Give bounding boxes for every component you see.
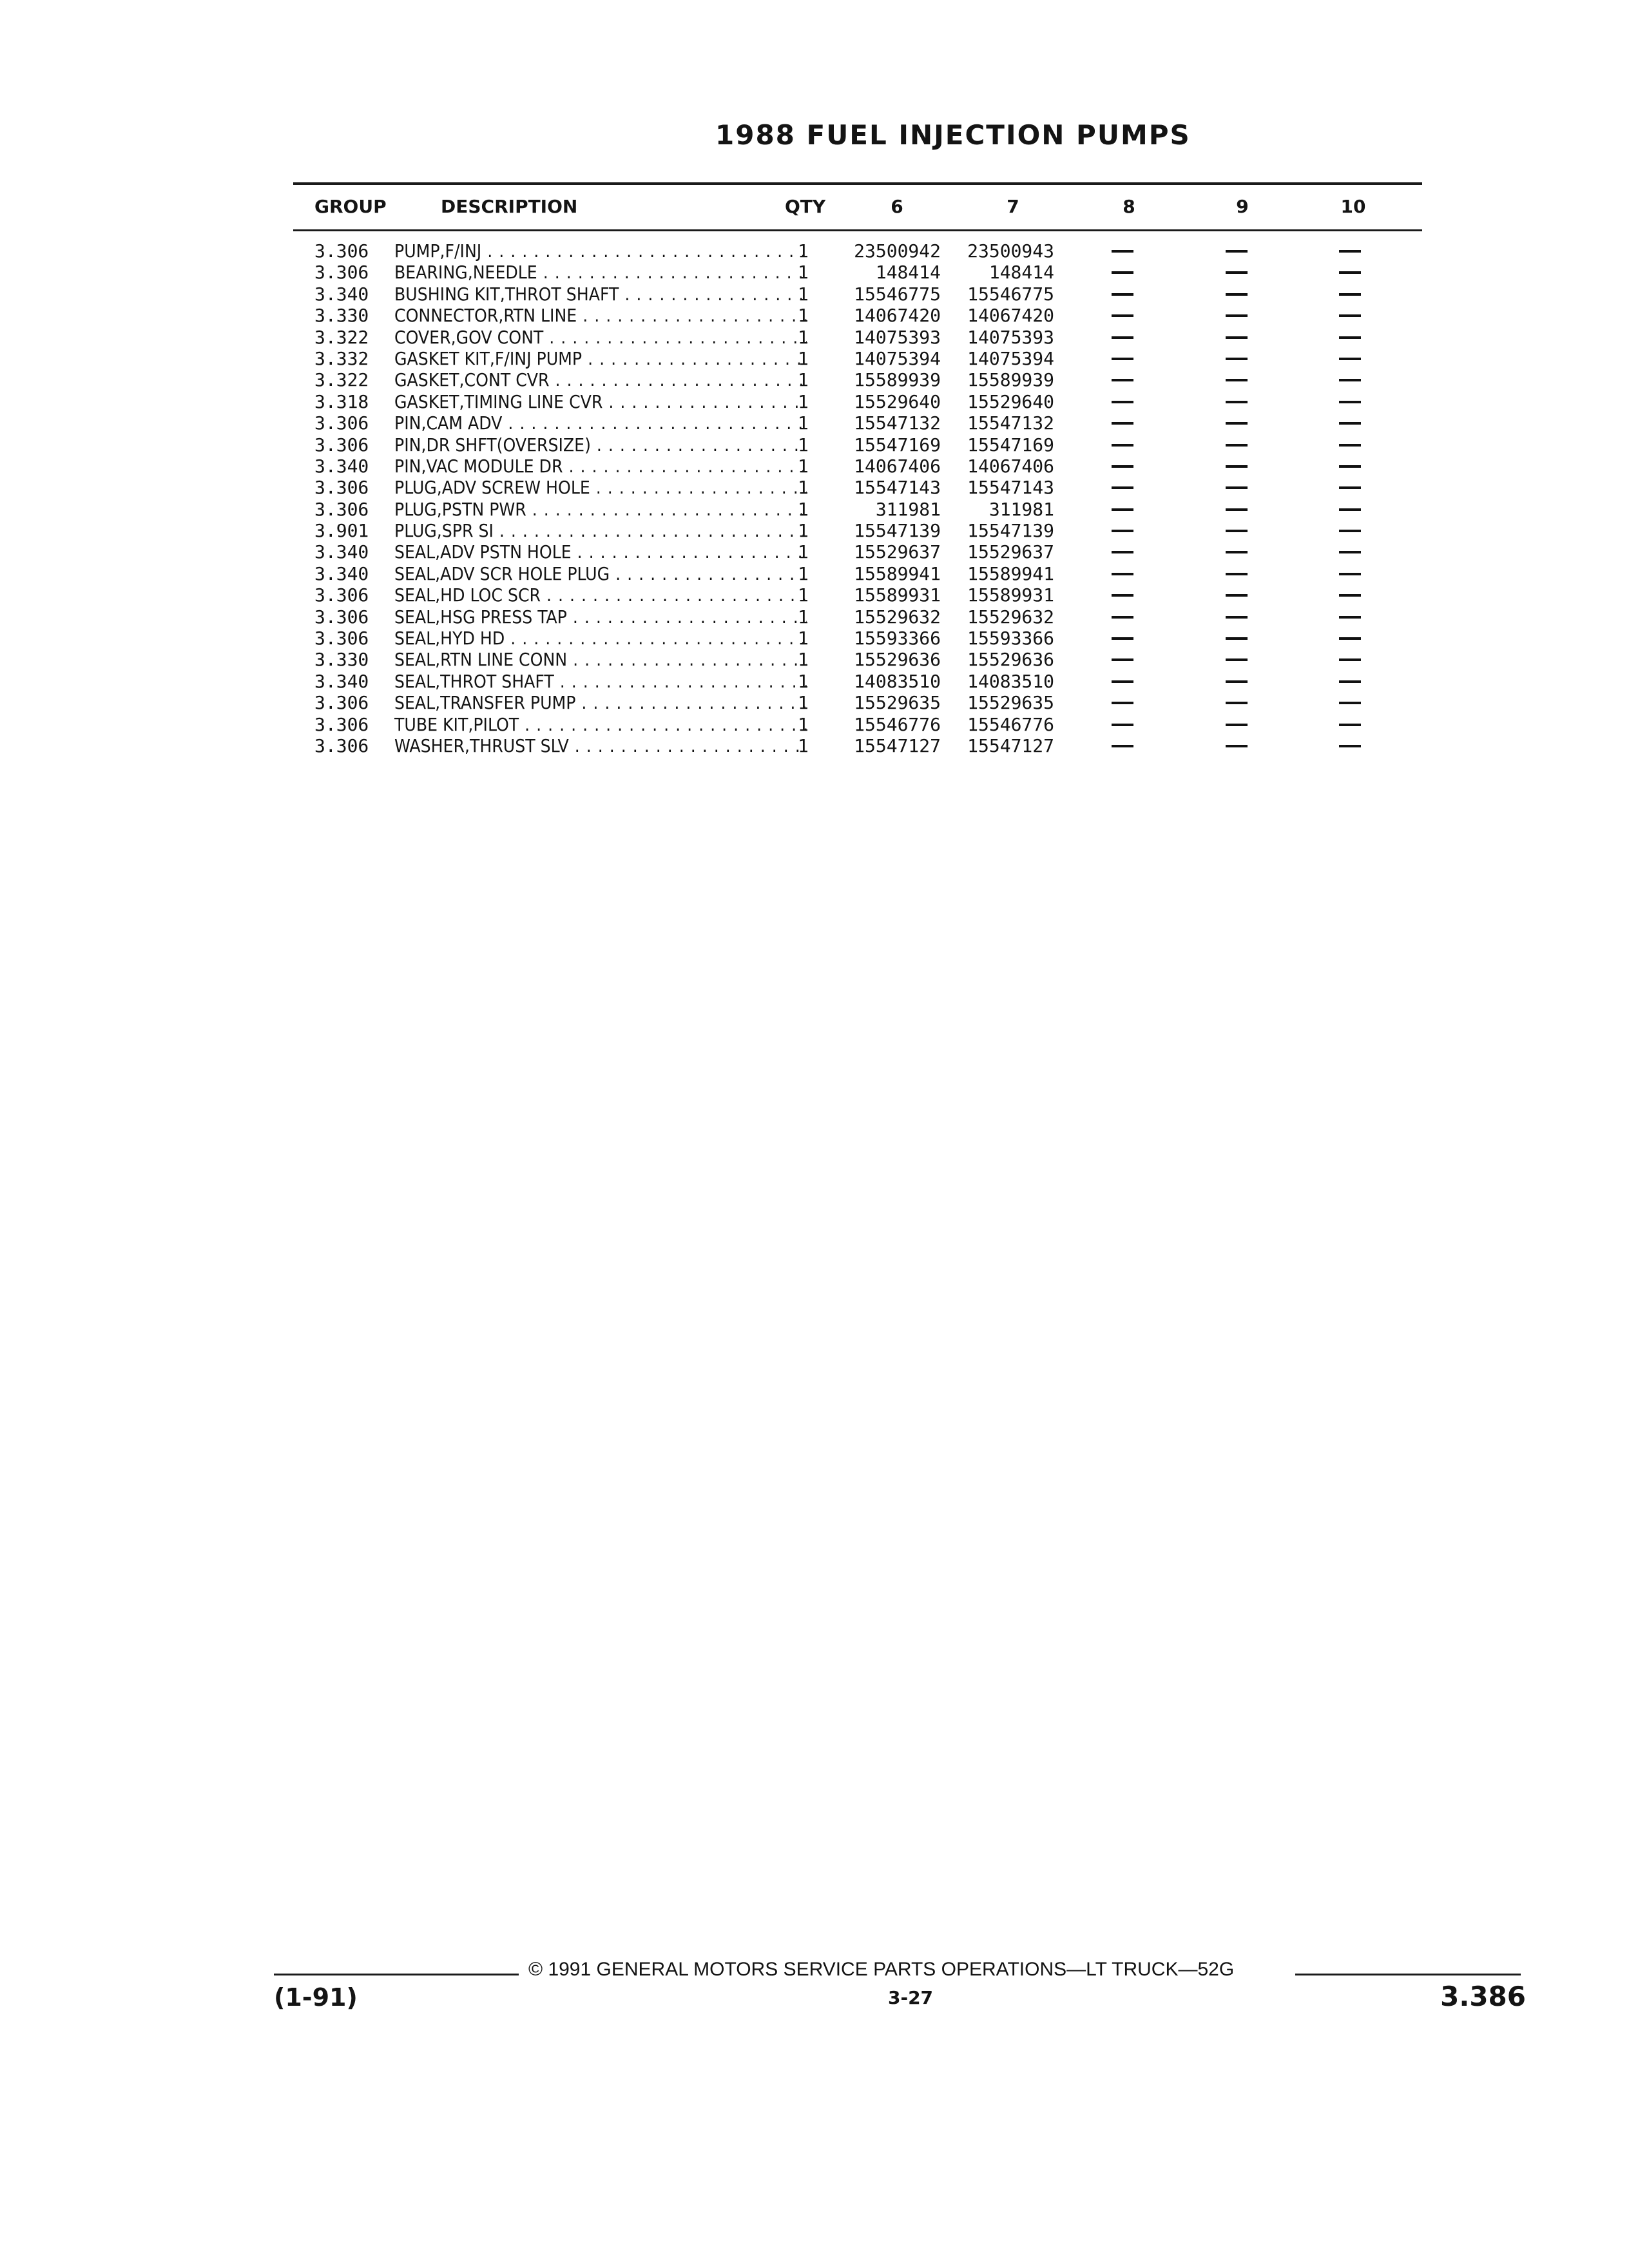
no-part-dash-col-10 [1339, 336, 1361, 339]
table-row [0, 671, 1629, 692]
no-part-dash-col-10 [1339, 637, 1361, 640]
group-cell: 3.306 [314, 735, 369, 756]
part-number-col-6: 15546775 [854, 283, 941, 305]
qty-cell: 1 [798, 713, 809, 735]
no-part-dash-col-9 [1226, 379, 1248, 381]
group-cell: 3.318 [314, 390, 369, 412]
part-number-col-7: 23500943 [967, 240, 1054, 262]
qty-cell: 1 [798, 305, 809, 327]
no-part-dash-col-10 [1339, 422, 1361, 425]
parts-table [0, 240, 1629, 756]
part-number-col-6: 15529632 [854, 606, 941, 628]
part-number-col-7: 15589941 [967, 562, 1054, 584]
group-cell: 3.306 [314, 628, 369, 649]
no-part-dash-col-10 [1339, 745, 1361, 747]
part-number-col-7: 148414 [988, 262, 1054, 284]
description-cell: SEAL,HSG PRESS TAP . . . [394, 606, 807, 628]
no-part-dash-col-9 [1226, 702, 1248, 704]
part-number-col-6: 15547169 [854, 434, 941, 456]
group-cell: 3.340 [314, 541, 369, 563]
qty-cell: 1 [798, 541, 809, 563]
description-cell: PUMP,F/INJ . . . [394, 240, 807, 262]
no-part-dash-col-9 [1226, 745, 1248, 747]
no-part-dash-col-8 [1112, 271, 1133, 274]
no-part-dash-col-9 [1226, 465, 1248, 468]
description-cell: BUSHING KIT,THROT SHAFT . . . [394, 284, 807, 305]
part-number-col-6: 15589931 [854, 584, 941, 606]
qty-cell: 1 [798, 649, 809, 671]
group-cell: 3.340 [314, 670, 369, 692]
no-part-dash-col-8 [1112, 594, 1133, 597]
no-part-dash-col-9 [1226, 594, 1248, 597]
no-part-dash-col-10 [1339, 379, 1361, 381]
table-row [0, 735, 1629, 756]
part-number-col-6: 15529640 [854, 390, 941, 412]
description-cell: GASKET,TIMING LINE CVR . . . [394, 391, 807, 412]
part-number-col-6: 15589941 [854, 562, 941, 584]
group-cell: 3.306 [314, 434, 369, 456]
part-number-col-6: 148414 [875, 262, 941, 284]
qty-cell: 1 [798, 262, 809, 284]
description-cell: SEAL,TRANSFER PUMP . . . [394, 692, 807, 713]
qty-cell: 1 [798, 692, 809, 714]
part-number-col-7: 14067420 [967, 305, 1054, 327]
table-row [0, 692, 1629, 713]
part-number-col-6: 15547127 [854, 735, 941, 756]
part-number-col-7: 15547132 [967, 412, 1054, 434]
no-part-dash-col-10 [1339, 508, 1361, 511]
description-cell: SEAL,HD LOC SCR . . . [394, 584, 807, 606]
no-part-dash-col-8 [1112, 486, 1133, 489]
table-row [0, 434, 1629, 456]
description-cell: COVER,GOV CONT . . . [394, 327, 807, 348]
qty-cell: 1 [798, 562, 809, 584]
no-part-dash-col-9 [1226, 680, 1248, 683]
table-row [0, 520, 1629, 541]
no-part-dash-col-9 [1226, 271, 1248, 274]
group-cell: 3.340 [314, 562, 369, 584]
description-cell: BEARING,NEEDLE . . . [394, 262, 807, 283]
table-row [0, 284, 1629, 305]
qty-cell: 1 [798, 283, 809, 305]
part-number-col-7: 15547143 [967, 477, 1054, 499]
no-part-dash-col-10 [1339, 444, 1361, 447]
no-part-dash-col-8 [1112, 573, 1133, 575]
no-part-dash-col-10 [1339, 358, 1361, 360]
no-part-dash-col-10 [1339, 293, 1361, 296]
no-part-dash-col-10 [1339, 573, 1361, 575]
description-cell: SEAL,RTN LINE CONN . . . [394, 649, 807, 670]
table-row [0, 477, 1629, 498]
part-number-col-6: 14067406 [854, 455, 941, 477]
no-part-dash-col-10 [1339, 702, 1361, 704]
group-cell: 3.306 [314, 477, 369, 499]
table-row [0, 628, 1629, 649]
group-cell: 3.306 [314, 713, 369, 735]
part-number-col-6: 15547143 [854, 477, 941, 499]
no-part-dash-col-9 [1226, 314, 1248, 317]
part-number-col-6: 15589939 [854, 369, 941, 391]
group-cell: 3.306 [314, 584, 369, 606]
table-row [0, 499, 1629, 520]
description-cell: PLUG,SPR SI . . . [394, 520, 807, 541]
part-number-col-7: 15529637 [967, 541, 1054, 563]
header-col-8: 8 [1123, 196, 1135, 217]
no-part-dash-col-10 [1339, 465, 1361, 468]
no-part-dash-col-8 [1112, 358, 1133, 360]
no-part-dash-col-9 [1226, 616, 1248, 619]
table-row [0, 563, 1629, 584]
group-cell: 3.306 [314, 498, 369, 520]
no-part-dash-col-8 [1112, 422, 1133, 425]
page-title: 1988 FUEL INJECTION PUMPS [715, 119, 1191, 151]
part-number-col-6: 15529636 [854, 649, 941, 671]
part-number-col-6: 15529635 [854, 692, 941, 714]
table-row [0, 584, 1629, 606]
description-cell: SEAL,HYD HD . . . [394, 628, 807, 649]
no-part-dash-col-10 [1339, 680, 1361, 683]
part-number-col-7: 14075393 [967, 326, 1054, 348]
no-part-dash-col-9 [1226, 422, 1248, 425]
no-part-dash-col-9 [1226, 486, 1248, 489]
table-row [0, 714, 1629, 735]
no-part-dash-col-10 [1339, 530, 1361, 532]
part-number-col-7: 15529635 [967, 692, 1054, 714]
footer-rule-right [1295, 1974, 1521, 1975]
qty-cell: 1 [798, 347, 809, 369]
group-cell: 3.322 [314, 326, 369, 348]
no-part-dash-col-10 [1339, 401, 1361, 403]
no-part-dash-col-8 [1112, 293, 1133, 296]
group-cell: 3.322 [314, 369, 369, 391]
part-number-col-7: 15547169 [967, 434, 1054, 456]
no-part-dash-col-8 [1112, 724, 1133, 726]
description-cell: CONNECTOR,RTN LINE . . . [394, 305, 807, 326]
no-part-dash-col-9 [1226, 637, 1248, 640]
part-number-col-7: 15529636 [967, 649, 1054, 671]
table-row [0, 541, 1629, 562]
part-number-col-6: 14075393 [854, 326, 941, 348]
qty-cell: 1 [798, 455, 809, 477]
table-row [0, 456, 1629, 477]
part-number-col-7: 15593366 [967, 628, 1054, 649]
no-part-dash-col-8 [1112, 530, 1133, 532]
no-part-dash-col-8 [1112, 702, 1133, 704]
part-number-col-6: 14075394 [854, 347, 941, 369]
table-row [0, 262, 1629, 283]
no-part-dash-col-9 [1226, 358, 1248, 360]
no-part-dash-col-9 [1226, 336, 1248, 339]
no-part-dash-col-10 [1339, 658, 1361, 661]
qty-cell: 1 [798, 412, 809, 434]
part-number-col-6: 23500942 [854, 240, 941, 262]
no-part-dash-col-8 [1112, 745, 1133, 747]
footer-page-number: 3-27 [887, 1987, 934, 2008]
no-part-dash-col-9 [1226, 508, 1248, 511]
qty-cell: 1 [798, 628, 809, 649]
group-cell: 3.332 [314, 347, 369, 369]
table-row [0, 348, 1629, 369]
qty-cell: 1 [798, 390, 809, 412]
part-number-col-6: 14067420 [854, 305, 941, 327]
qty-cell: 1 [798, 498, 809, 520]
no-part-dash-col-8 [1112, 465, 1133, 468]
no-part-dash-col-10 [1339, 724, 1361, 726]
no-part-dash-col-8 [1112, 637, 1133, 640]
description-cell: SEAL,ADV SCR HOLE PLUG . . . [394, 563, 807, 584]
group-cell: 3.306 [314, 262, 369, 284]
header-description: DESCRIPTION [441, 196, 578, 217]
group-cell: 3.306 [314, 606, 369, 628]
no-part-dash-col-9 [1226, 658, 1248, 661]
part-number-col-7: 15589931 [967, 584, 1054, 606]
part-number-col-7: 15529640 [967, 390, 1054, 412]
table-row [0, 391, 1629, 412]
group-cell: 3.330 [314, 305, 369, 327]
no-part-dash-col-8 [1112, 680, 1133, 683]
qty-cell: 1 [798, 477, 809, 499]
table-row [0, 240, 1629, 262]
description-cell: PIN,VAC MODULE DR . . . [394, 456, 807, 477]
qty-cell: 1 [798, 606, 809, 628]
footer-section-number: 3.386 [1440, 1981, 1526, 2012]
part-number-col-7: 14075394 [967, 347, 1054, 369]
table-row [0, 327, 1629, 348]
no-part-dash-col-9 [1226, 250, 1248, 253]
part-number-col-6: 15529637 [854, 541, 941, 563]
part-number-col-6: 15547132 [854, 412, 941, 434]
qty-cell: 1 [798, 670, 809, 692]
footer-date-code: (1-91) [274, 1983, 358, 2012]
group-cell: 3.330 [314, 649, 369, 671]
no-part-dash-col-9 [1226, 530, 1248, 532]
part-number-col-7: 15547139 [967, 520, 1054, 542]
no-part-dash-col-9 [1226, 724, 1248, 726]
no-part-dash-col-9 [1226, 293, 1248, 296]
table-row [0, 305, 1629, 326]
no-part-dash-col-8 [1112, 250, 1133, 253]
no-part-dash-col-9 [1226, 573, 1248, 575]
no-part-dash-col-10 [1339, 616, 1361, 619]
description-cell: TUBE KIT,PILOT . . . [394, 714, 807, 735]
header-bottom-rule [293, 229, 1422, 231]
part-number-col-7: 15546775 [967, 283, 1054, 305]
header-col-7: 7 [1007, 196, 1019, 217]
qty-cell: 1 [798, 240, 809, 262]
table-row [0, 412, 1629, 434]
part-number-col-7: 15547127 [967, 735, 1054, 756]
footer-copyright: © 1991 GENERAL MOTORS SERVICE PARTS OPERATIONS—LT TRUCK—52G [528, 1959, 1235, 1980]
description-cell: PIN,CAM ADV . . . [394, 412, 807, 434]
header-col-10: 10 [1340, 196, 1366, 217]
part-number-col-6: 15593366 [854, 628, 941, 649]
description-cell: PLUG,PSTN PWR . . . [394, 499, 807, 520]
description-cell: GASKET,CONT CVR . . . [394, 369, 807, 390]
header-top-rule [293, 182, 1422, 185]
group-cell: 3.306 [314, 412, 369, 434]
no-part-dash-col-10 [1339, 486, 1361, 489]
no-part-dash-col-8 [1112, 658, 1133, 661]
no-part-dash-col-8 [1112, 379, 1133, 381]
no-part-dash-col-8 [1112, 508, 1133, 511]
no-part-dash-col-8 [1112, 314, 1133, 317]
no-part-dash-col-10 [1339, 271, 1361, 274]
no-part-dash-col-10 [1339, 250, 1361, 253]
group-cell: 3.340 [314, 455, 369, 477]
no-part-dash-col-9 [1226, 444, 1248, 447]
header-group: GROUP [314, 196, 387, 217]
qty-cell: 1 [798, 520, 809, 542]
qty-cell: 1 [798, 326, 809, 348]
qty-cell: 1 [798, 735, 809, 756]
no-part-dash-col-9 [1226, 551, 1248, 553]
header-col-6: 6 [891, 196, 903, 217]
no-part-dash-col-8 [1112, 444, 1133, 447]
no-part-dash-col-10 [1339, 551, 1361, 553]
header-qty: QTY [785, 196, 826, 217]
part-number-col-7: 15546776 [967, 713, 1054, 735]
description-cell: PLUG,ADV SCREW HOLE . . . [394, 477, 807, 498]
group-cell: 3.306 [314, 240, 369, 262]
no-part-dash-col-8 [1112, 616, 1133, 619]
table-row [0, 369, 1629, 390]
qty-cell: 1 [798, 369, 809, 391]
no-part-dash-col-8 [1112, 336, 1133, 339]
group-cell: 3.306 [314, 692, 369, 714]
footer-rule-left [274, 1974, 519, 1975]
part-number-col-7: 14067406 [967, 455, 1054, 477]
group-cell: 3.340 [314, 283, 369, 305]
qty-cell: 1 [798, 434, 809, 456]
table-row [0, 606, 1629, 628]
no-part-dash-col-10 [1339, 594, 1361, 597]
part-number-col-6: 15547139 [854, 520, 941, 542]
part-number-col-7: 15589939 [967, 369, 1054, 391]
part-number-col-6: 15546776 [854, 713, 941, 735]
description-cell: WASHER,THRUST SLV . . . [394, 735, 807, 756]
part-number-col-6: 311981 [875, 498, 941, 520]
description-cell: SEAL,THROT SHAFT . . . [394, 671, 807, 692]
part-number-col-7: 15529632 [967, 606, 1054, 628]
qty-cell: 1 [798, 584, 809, 606]
description-cell: PIN,DR SHFT(OVERSIZE) . . . [394, 434, 807, 456]
group-cell: 3.901 [314, 520, 369, 542]
header-col-9: 9 [1236, 196, 1249, 217]
no-part-dash-col-10 [1339, 314, 1361, 317]
part-number-col-7: 14083510 [967, 670, 1054, 692]
description-cell: SEAL,ADV PSTN HOLE . . . [394, 541, 807, 562]
table-row [0, 649, 1629, 670]
description-cell: GASKET KIT,F/INJ PUMP . . . [394, 348, 807, 369]
no-part-dash-col-8 [1112, 401, 1133, 403]
part-number-col-6: 14083510 [854, 670, 941, 692]
part-number-col-7: 311981 [988, 498, 1054, 520]
no-part-dash-col-8 [1112, 551, 1133, 553]
no-part-dash-col-9 [1226, 401, 1248, 403]
